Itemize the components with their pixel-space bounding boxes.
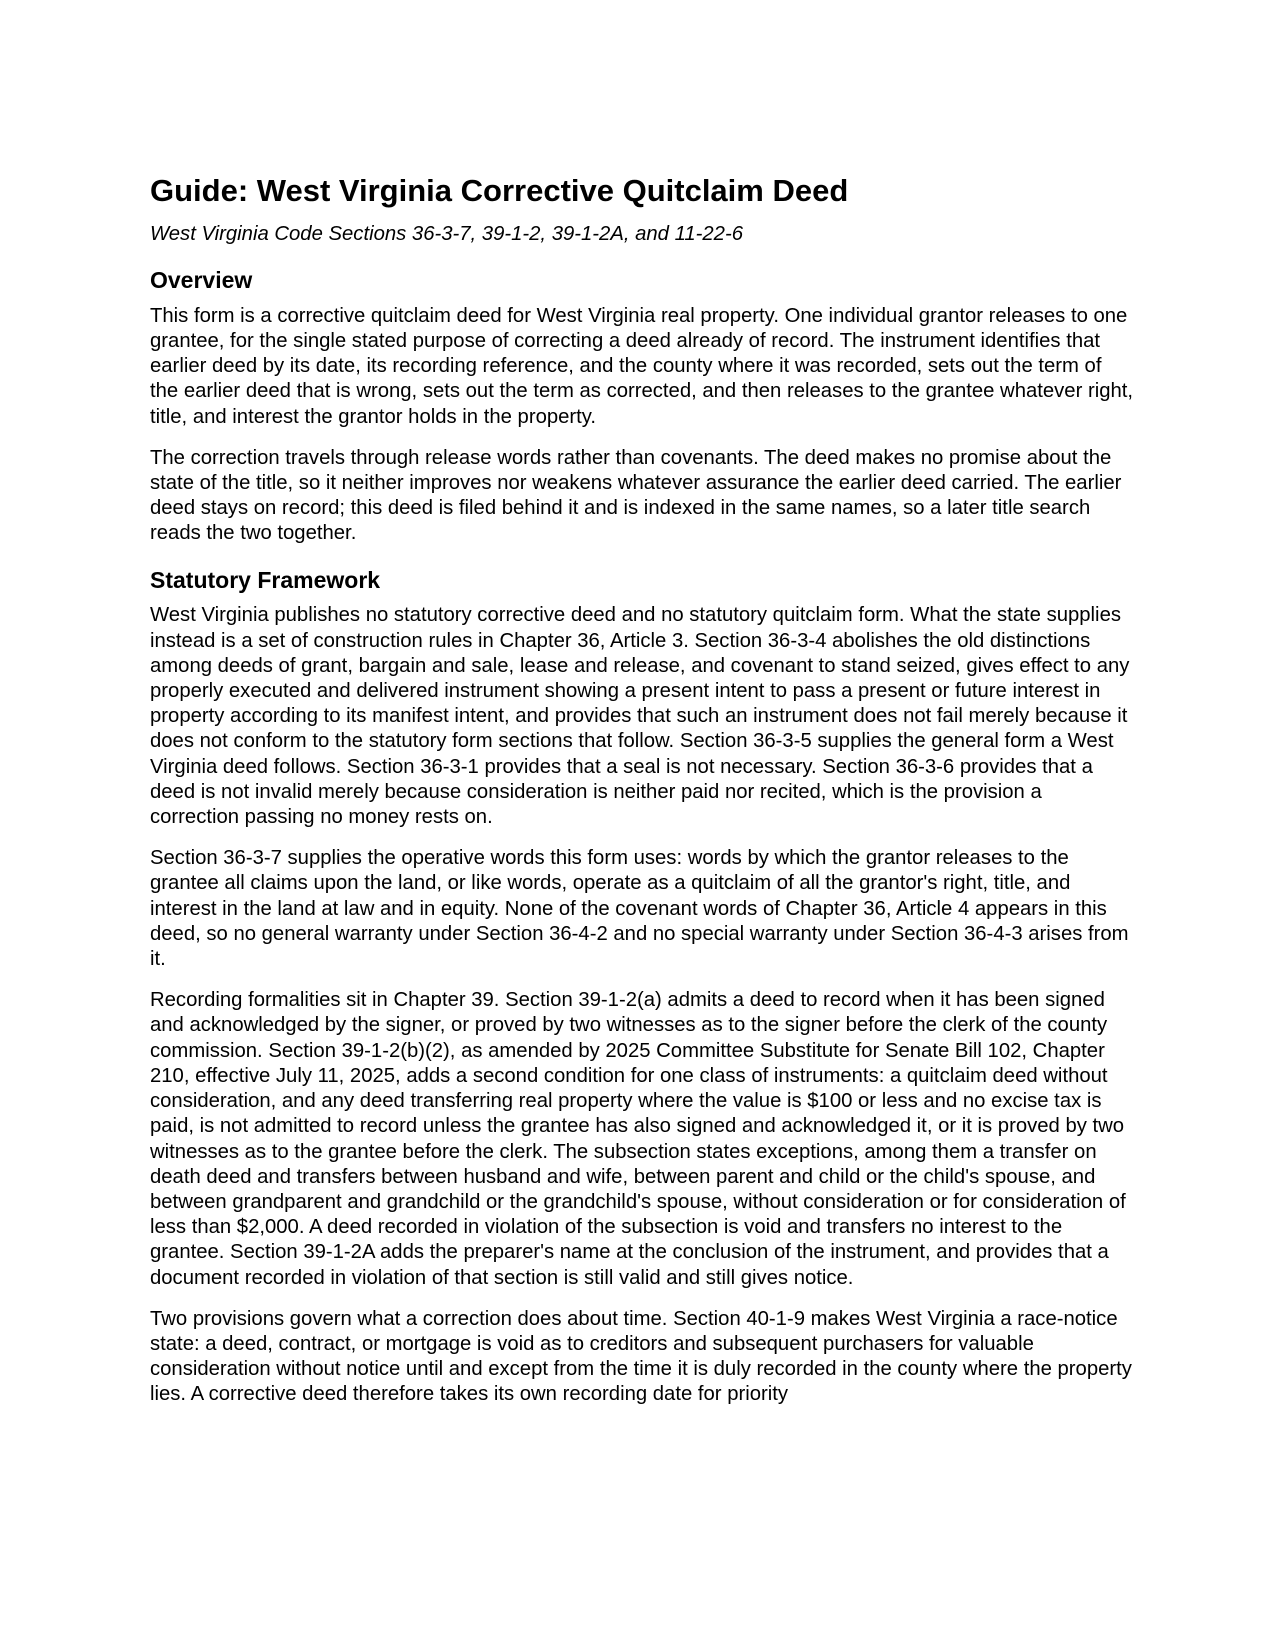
framework-paragraph-3: Recording formalities sit in Chapter 39. Section 39-1-2(a) admits a deed to record when it has been signed and acknowledged by the signer, or proved by two witnesses as to the signer before the clerk of the county commission. Section 39-1-2(b)(2), as amended by 2025 Committee Substitute for Senate Bill 102, Chapter 210, effective July 11, 2025, adds a second condition for one class of instruments: a quitclaim deed without consideration, and any deed transferring real property where the value is $100 or less and no excise tax is paid, is not admitted to record unless the grantee has also signed and acknowledged it, or it is proved by two witnesses as to the grantee before the clerk. The subsection states exceptions, among them a transfer on death deed and transfers between husband and wife, between parent and child or the child's spouse, and between grandparent and grandchild or the grandchild's spouse, without consideration or for consideration of less than $2,000. A deed recorded in violation of the subsection is void and transfers no interest to the grantee. Section 39-1-2A adds the preparer's name at the conclusion of the instrument, and provides that a document recorded in violation of that section is still valid and still gives notice.: [150, 989, 1126, 1289]
document-page: [150, 172, 1135, 1408]
document-subtitle: West Virginia Code Sections 36-3-7, 39-1-2, 39-1-2A, and 11-22-6: [150, 222, 743, 245]
framework-paragraph-4: Two provisions govern what a correction does about time. Section 40-1-9 makes West Virginia a race-notice state: a deed, contract, or mortgage is void as to creditors and subsequent purchasers for valuable consideration without notice until and except from the time it is duly recorded in the county where the property lies. A corrective deed therefore takes its own recording date for priority: [150, 1307, 1132, 1406]
framework-paragraph-1: West Virginia publishes no statutory corrective deed and no statutory quitclaim form. What the state supplies instead is a set of construction rules in Chapter 36, Article 3. Section 36-3-4 abolishes the old distinctions among deeds of grant, bargain and sale, lease and release, and covenant to stand seized, gives effect to any properly executed and delivered instrument showing a present intent to pass a present or future interest in property according to its manifest intent, and provides that such an instrument does not fail merely because it does not conform to the statutory form sections that follow. Section 36-3-5 supplies the general form a West Virginia deed follows. Section 36-3-1 provides that a seal is not necessary. Section 36-3-6 provides that a deed is not invalid merely because consideration is neither paid nor recited, which is the provision a correction passing no money rests on.: [150, 604, 1130, 829]
section-heading-statutory-framework: Statutory Framework: [150, 566, 381, 593]
overview-paragraph-1: This form is a corrective quitclaim deed for West Virginia real property. One individual grantor releases to one grantee, for the single stated purpose of correcting a deed already of record. The instrument identifies that earlier deed by its date, its recording reference, and the county where it was recorded, sets out the term of the earlier deed that is wrong, sets out the term as corrected, and then releases to the grantee whatever right, title, and interest the grantor holds in the property.: [150, 304, 1134, 428]
section-heading-overview: Overview: [150, 267, 253, 294]
document-title: Guide: West Virginia Corrective Quitclaim Deed: [150, 173, 849, 208]
overview-paragraph-2: The correction travels through release words rather than covenants. The deed makes no promise about the state of the title, so it neither improves nor weakens whatever assurance the earlier deed carried. The earlier deed stays on record; this deed is filed behind it and is indexed in the same names, so a later title search reads the two together.: [150, 446, 1122, 545]
framework-paragraph-2: Section 36-3-7 supplies the operative words this form uses: words by which the grantor releases to the grantee all claims upon the land, or like words, operate as a quitclaim of all the grantor's right, title, and interest in the land at law and in equity. None of the covenant words of Chapter 36, Article 4 appears in this deed, so no general warranty under Section 36-4-2 and no special warranty under Section 36-4-3 arises from it.: [150, 847, 1129, 971]
